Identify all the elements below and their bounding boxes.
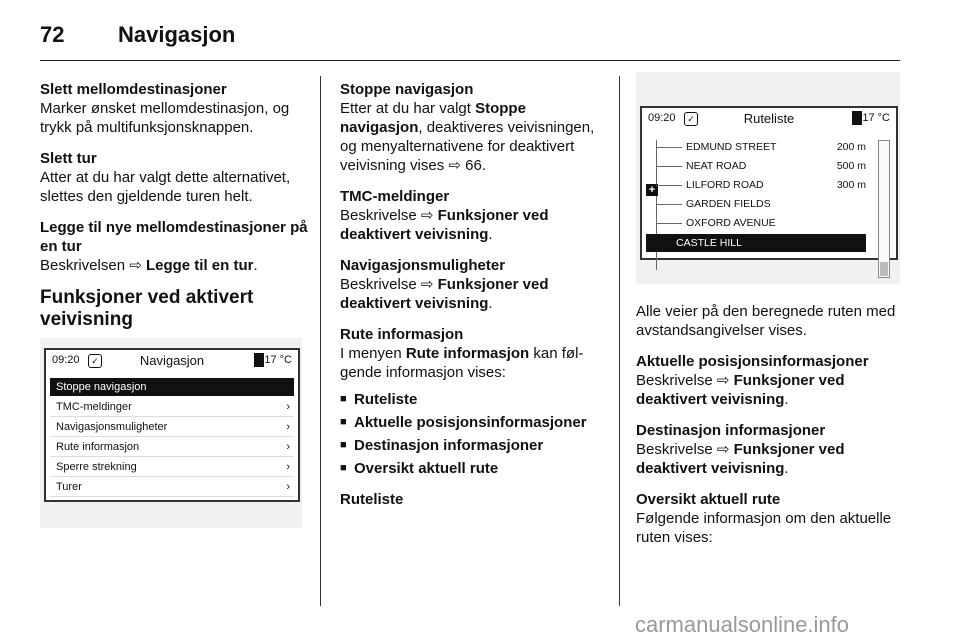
route-distance: 500 m <box>836 160 866 172</box>
section-slett-tur <box>40 149 310 206</box>
menu-item-label: Sperre strekning <box>56 461 137 473</box>
section-stoppe-navigasjon <box>340 80 610 175</box>
column-divider-1 <box>320 76 321 606</box>
page-header <box>40 14 900 54</box>
screen-navigasjon <box>40 338 302 528</box>
display-time: 09:20 <box>52 354 80 366</box>
section-navigasjonsmuligheter: Navigasjonsmuligheter Beskrivelse ⇨ Funksjoner ved deaktivert veivisning. <box>340 256 610 313</box>
section-destinasjon-informasjoner: Destinasjon informasjoner Beskrivelse ⇨ Funksjoner ved deaktivert veivisning. <box>636 421 906 478</box>
reference-arrow-icon: ⇨ <box>716 441 730 458</box>
column-divider-2 <box>619 76 620 606</box>
display <box>640 106 898 260</box>
reference-arrow-icon: ⇨ <box>448 157 461 174</box>
section-prefix: Beskrivelsen <box>40 257 126 274</box>
chevron-right-icon: › <box>286 401 290 413</box>
clock-icon: ✓ <box>684 112 698 126</box>
section-bold: Stoppe navigasjon <box>340 100 526 136</box>
section-prefix: Beskrivelse <box>340 276 417 293</box>
route-name: EDMUND STREET <box>686 141 777 153</box>
section-link: Legge til en tur <box>145 257 254 274</box>
screen-ruteliste <box>636 72 900 284</box>
section-title-ruteliste: Ruteliste <box>340 491 404 508</box>
display-time: 09:20 <box>648 112 676 124</box>
menu-item-label: Turer <box>56 481 82 493</box>
route-row[interactable] <box>656 214 866 232</box>
menu-item-tmc-meldinger[interactable] <box>50 398 294 417</box>
section-text: , deaktiveres veivisningen, og menyalternativene for deaktivert veivisning vises <box>340 119 595 174</box>
menu-item-stoppe-navigasjon[interactable] <box>50 378 294 396</box>
display <box>44 348 300 502</box>
chevron-right-icon: › <box>286 481 290 493</box>
route-row[interactable] <box>656 195 866 213</box>
route-row-selected[interactable] <box>646 234 866 252</box>
thermometer-icon <box>254 353 264 367</box>
chevron-right-icon: › <box>286 421 290 433</box>
column-3 <box>636 302 906 559</box>
section-title: Oversikt aktuell rute <box>636 491 781 508</box>
route-name: LILFORD ROAD <box>686 179 764 191</box>
list-item: ■ Aktuelle posisjonsinformasjoner <box>340 413 610 432</box>
menu-item-label: TMC-meldinger <box>56 401 132 413</box>
section-oversikt-aktuell-rute <box>636 490 906 547</box>
section-intro: Alle veier på den beregnede ruten med avstandsangivelser vises. <box>636 303 896 339</box>
section-link: Funksjoner ved deaktivert veivisning <box>636 372 845 408</box>
list-item: ■ Oversikt aktuell rute <box>340 459 610 478</box>
section-suffix: . <box>253 257 258 274</box>
section-link: Funksjoner ved deaktivert veivisning <box>636 441 845 477</box>
section-title: Navigasjonsmuligheter <box>340 257 506 274</box>
section-prefix: Beskrivelse <box>636 441 713 458</box>
section-title: TMC-meldinger <box>340 188 450 205</box>
column-2 <box>340 80 610 509</box>
section-title: Rute informasjon <box>340 326 464 343</box>
chevron-right-icon: › <box>286 441 290 453</box>
section-prefix: Beskrivelse <box>636 372 713 389</box>
section-title: Destinasjon informasjoner <box>636 422 826 439</box>
menu-item-navigasjonsmuligheter[interactable] <box>50 418 294 437</box>
reference-arrow-icon: ⇨ <box>420 207 434 224</box>
route-name: NEAT ROAD <box>686 160 747 172</box>
thermometer-icon <box>852 111 862 125</box>
menu-item-label: Stoppe navigasjon <box>56 381 147 393</box>
route-row[interactable] <box>656 138 866 156</box>
route-name: GARDEN FIELDS <box>686 198 771 210</box>
watermark: carmanualsonline.info <box>635 612 850 637</box>
section-prefix: I menyen <box>340 345 402 362</box>
header-rule <box>40 60 900 61</box>
bullet-list <box>340 390 610 478</box>
section-title: Aktuelle posisjonsinformasjoner <box>636 353 869 370</box>
scrollbar[interactable] <box>878 140 890 278</box>
display-temperature: 17 °C <box>862 112 890 124</box>
display-title: Navigasjon <box>139 353 205 368</box>
route-name: OXFORD AVENUE <box>686 217 776 229</box>
chevron-right-icon: › <box>286 461 290 473</box>
route-distance: 200 m <box>836 141 866 153</box>
section-text: Marker ønsket mellomdestinasjon, og trykk på multifunksjonsknappen. <box>40 100 290 136</box>
section-prefix: Beskrivelse <box>340 207 417 224</box>
section-title: Slett mellomdestinasjoner <box>40 81 227 98</box>
menu-item-label: Rute informasjon <box>56 441 140 453</box>
route-name: CASTLE HILL <box>676 237 742 249</box>
display-title: Ruteliste <box>743 111 795 126</box>
section-aktuelle-posisjonsinformasjoner: Aktuelle posisjonsinformasjoner Beskrivelse ⇨ Funksjoner ved deaktivert veivisning. <box>636 352 906 409</box>
reference-arrow-icon: ⇨ <box>420 276 434 293</box>
menu-item-label: Navigasjonsmuligheter <box>56 421 168 433</box>
section-title: Stoppe navigasjon <box>340 81 474 98</box>
section-prefix: Etter at du har valgt <box>340 100 471 117</box>
menu-item-sperre-strekning[interactable] <box>50 458 294 477</box>
menu-item-turer[interactable] <box>50 478 294 497</box>
plus-icon: + <box>646 184 658 196</box>
list-item: ■ Destinasjon informasjoner <box>340 436 610 455</box>
section-text: kan følgende informasjon vises: <box>340 345 584 381</box>
route-distance: 300 m <box>836 179 866 191</box>
section-legge-til <box>40 218 310 275</box>
section-link: Funksjoner ved deaktivert veivisning <box>340 207 549 243</box>
scrollbar-thumb[interactable] <box>880 262 888 276</box>
section-link: Funksjoner ved deaktivert veivisning <box>340 276 549 312</box>
column-1 <box>40 80 310 345</box>
section-heading: Funksjoner ved aktivert veivisning <box>40 287 254 330</box>
section-slett-mellomdestinasjoner <box>40 80 310 137</box>
section-tmc-meldinger: TMC-meldinger Beskrivelse ⇨ Funksjoner ved deaktivert veivisning. <box>340 187 610 244</box>
section-text: Følgende informasjon om den aktuelle ruten vises: <box>636 510 892 546</box>
section-title: Slett tur <box>40 150 97 167</box>
section-text: Atter at du har valgt dette alternativet, slettes den gjeldende turen helt. <box>40 169 291 205</box>
reference-arrow-icon: ⇨ <box>129 257 142 274</box>
section-rute-informasjon <box>340 325 610 382</box>
section-title: Legge til nye mellomdestinasjoner på en tur <box>40 219 308 255</box>
clock-icon: ✓ <box>88 354 102 368</box>
section-bold: Rute informasjon <box>405 345 530 362</box>
page-number: 72 <box>40 22 65 47</box>
display-temperature: 17 °C <box>264 354 292 366</box>
page-title: Navigasjon <box>118 22 236 47</box>
list-item: ■ Ruteliste <box>340 390 610 409</box>
reference-arrow-icon: ⇨ <box>716 372 730 389</box>
route-row[interactable] <box>656 176 866 194</box>
page-reference: 66. <box>465 157 486 174</box>
route-row[interactable] <box>656 157 866 175</box>
menu-item-rute-informasjon[interactable] <box>50 438 294 457</box>
